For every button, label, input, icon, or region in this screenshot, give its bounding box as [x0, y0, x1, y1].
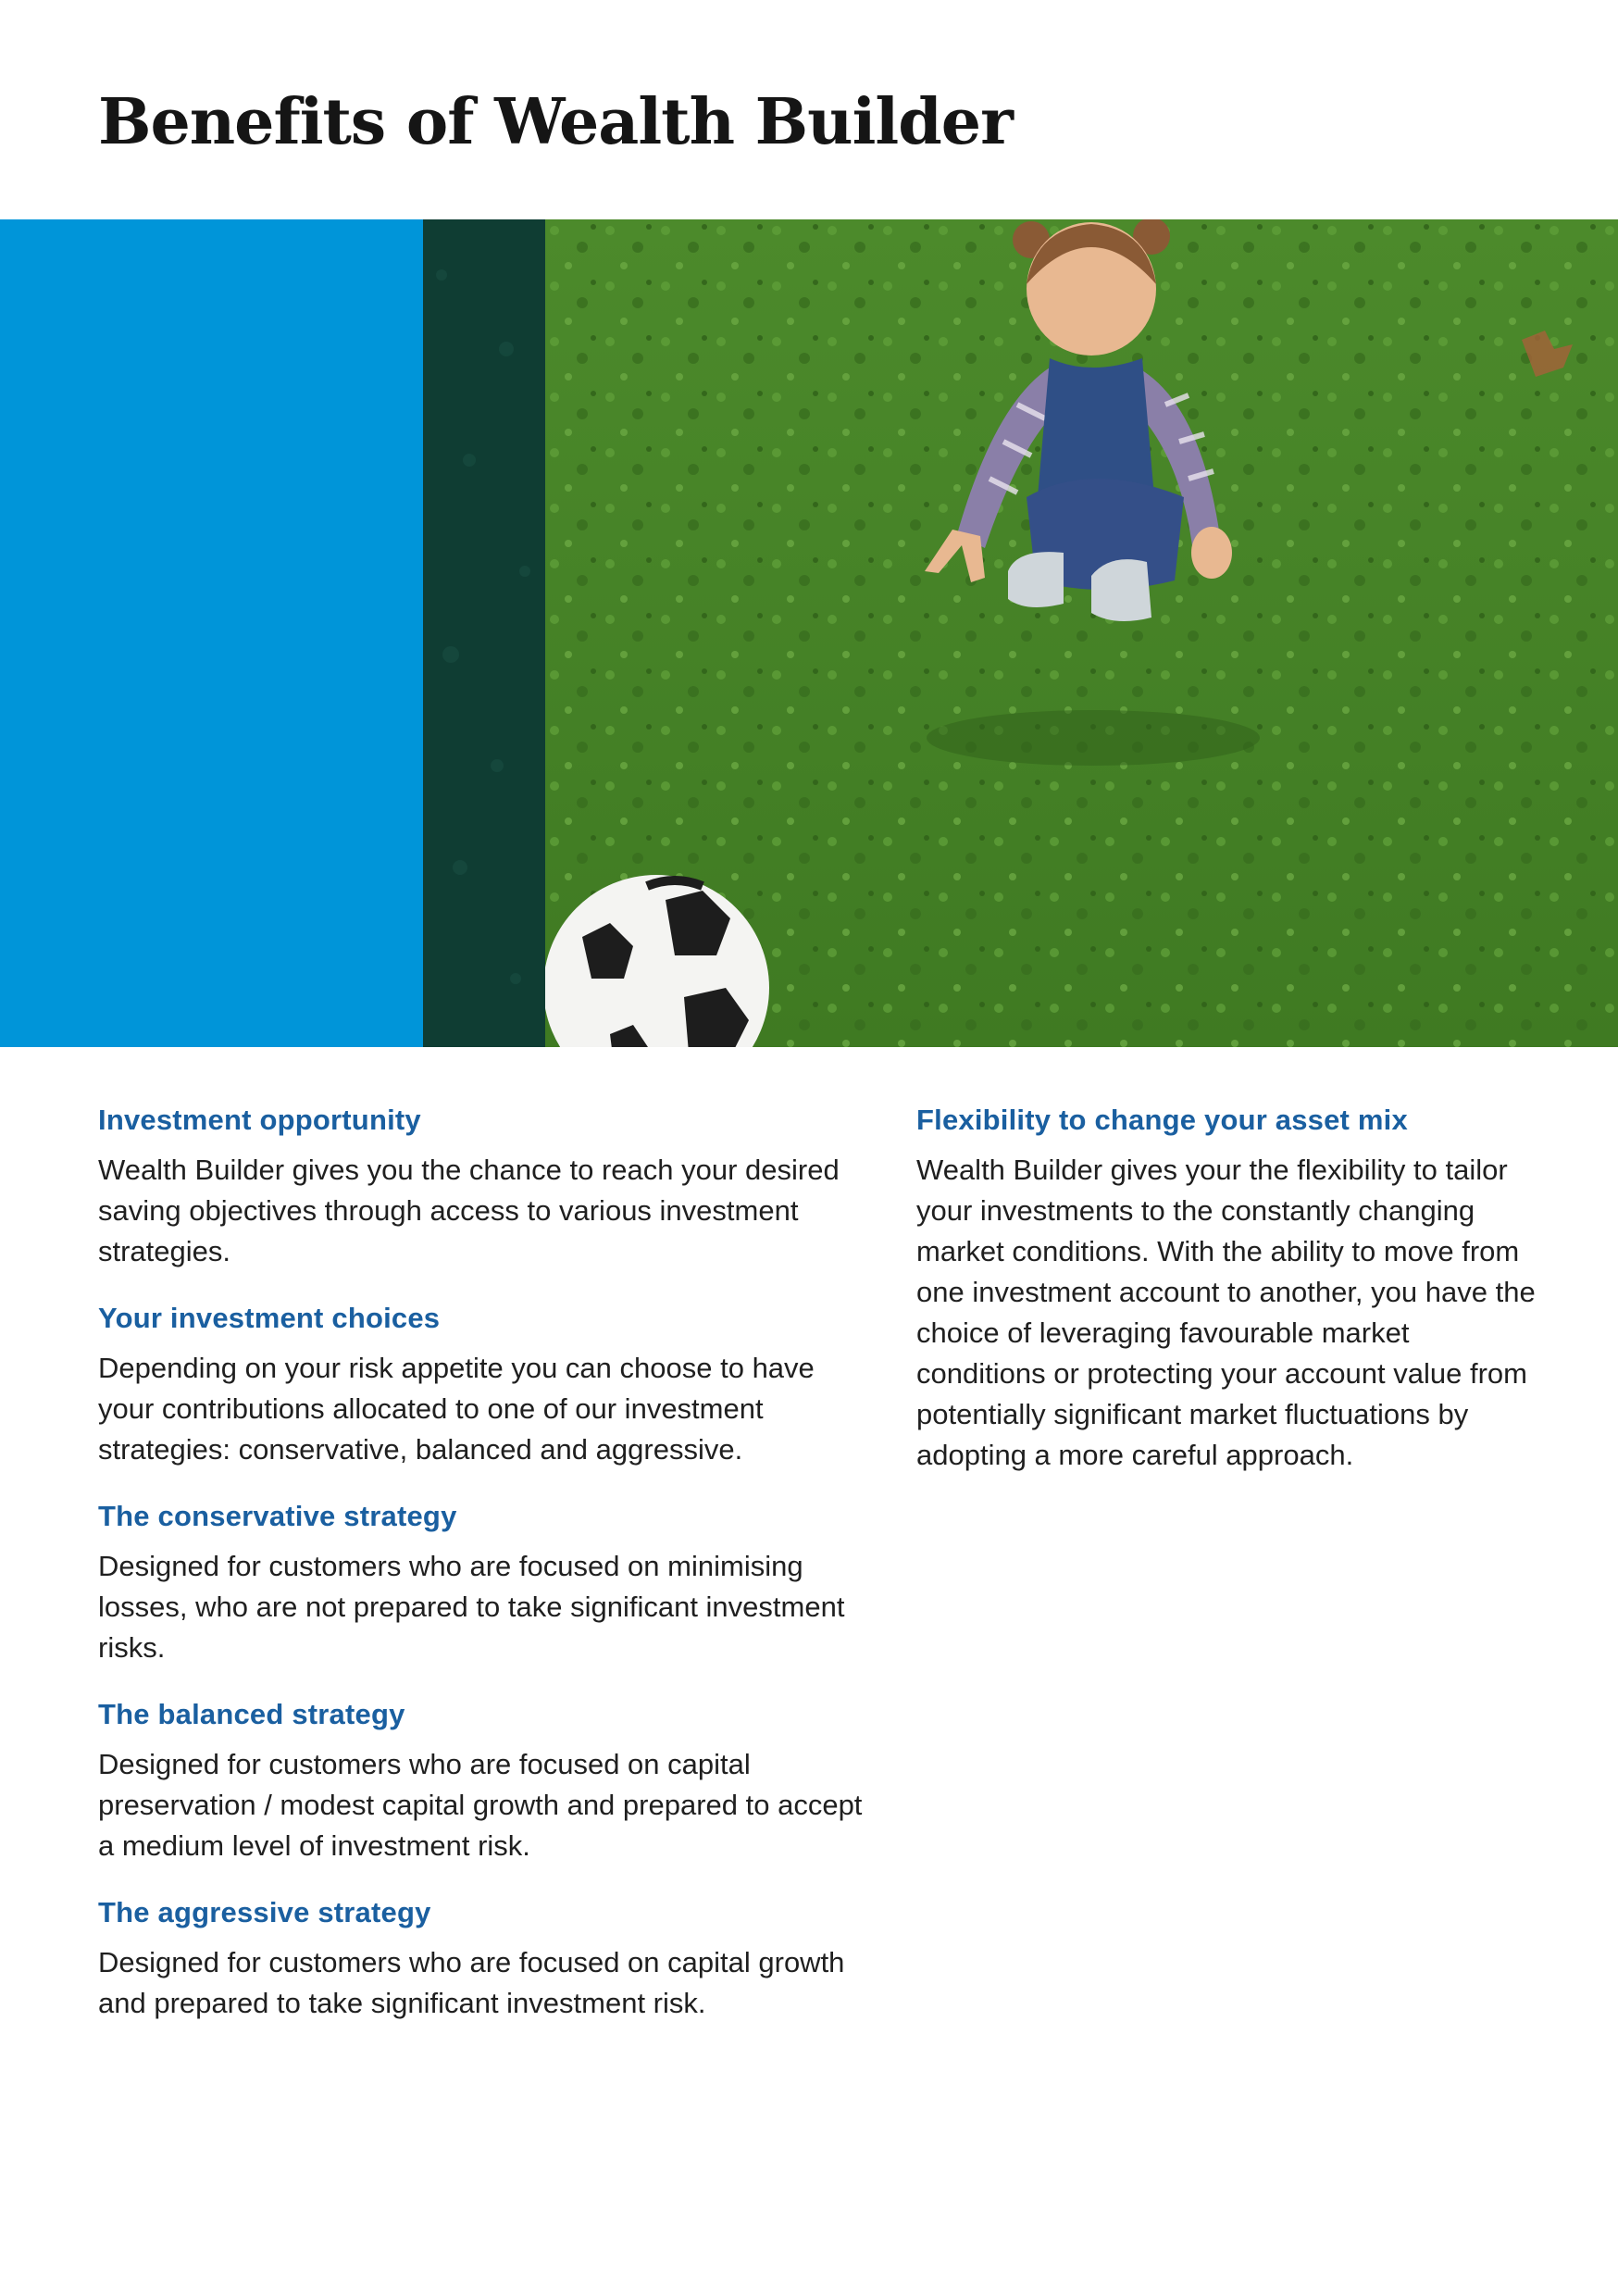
section-flexibility	[916, 1102, 1546, 1476]
right-column	[916, 1102, 1546, 1476]
section-heading: The balanced strategy	[98, 1698, 405, 1730]
hero-photo	[545, 219, 1618, 1047]
dark-grass-texture	[423, 219, 545, 1047]
section-body: Designed for customers who are focused on capital preservation / modest capital growth and prepared to accept a medium level of investment risk.	[98, 1748, 863, 1862]
hero-blue-band	[0, 219, 423, 1047]
section-heading: Your investment choices	[98, 1302, 441, 1334]
section-body: Designed for customers who are focused on capital growth and prepared to take significant investment risk.	[98, 1946, 845, 2019]
girl-soccer-photo	[545, 219, 1618, 1047]
section-conservative-strategy	[98, 1498, 876, 1668]
section-investment-opportunity	[98, 1102, 876, 1272]
hero-banner	[0, 219, 1618, 1047]
section-body: Depending on your risk appetite you can choose to have your contributions allocated to one of our investment strategies: conservative, balanced and aggressive.	[98, 1352, 815, 1466]
left-column	[98, 1102, 876, 2024]
page-title: Benefits of Wealth Builder	[98, 85, 1013, 159]
hero-dark-band	[423, 219, 545, 1047]
section-investment-choices	[98, 1300, 876, 1470]
section-balanced-strategy	[98, 1696, 876, 1866]
section-body: Wealth Builder gives you the chance to reach your desired saving objectives through access to various investment strategies.	[98, 1154, 840, 1267]
section-heading: The conservative strategy	[98, 1500, 457, 1532]
section-aggressive-strategy	[98, 1894, 876, 2024]
section-body: Wealth Builder gives your the flexibility to tailor your investments to the constantly changing market conditions. With the ability to move from one investment account to another, you have the choice of leveraging favourable market conditions or protecting your account value from potentially significant market fluctuations by adopting a more careful approach.	[916, 1154, 1536, 1471]
section-heading: Investment opportunity	[98, 1104, 421, 1136]
section-body: Designed for customers who are focused on minimising losses, who are not prepared to take significant investment risks.	[98, 1550, 845, 1664]
section-heading: Flexibility to change your asset mix	[916, 1104, 1408, 1136]
section-heading: The aggressive strategy	[98, 1896, 431, 1928]
